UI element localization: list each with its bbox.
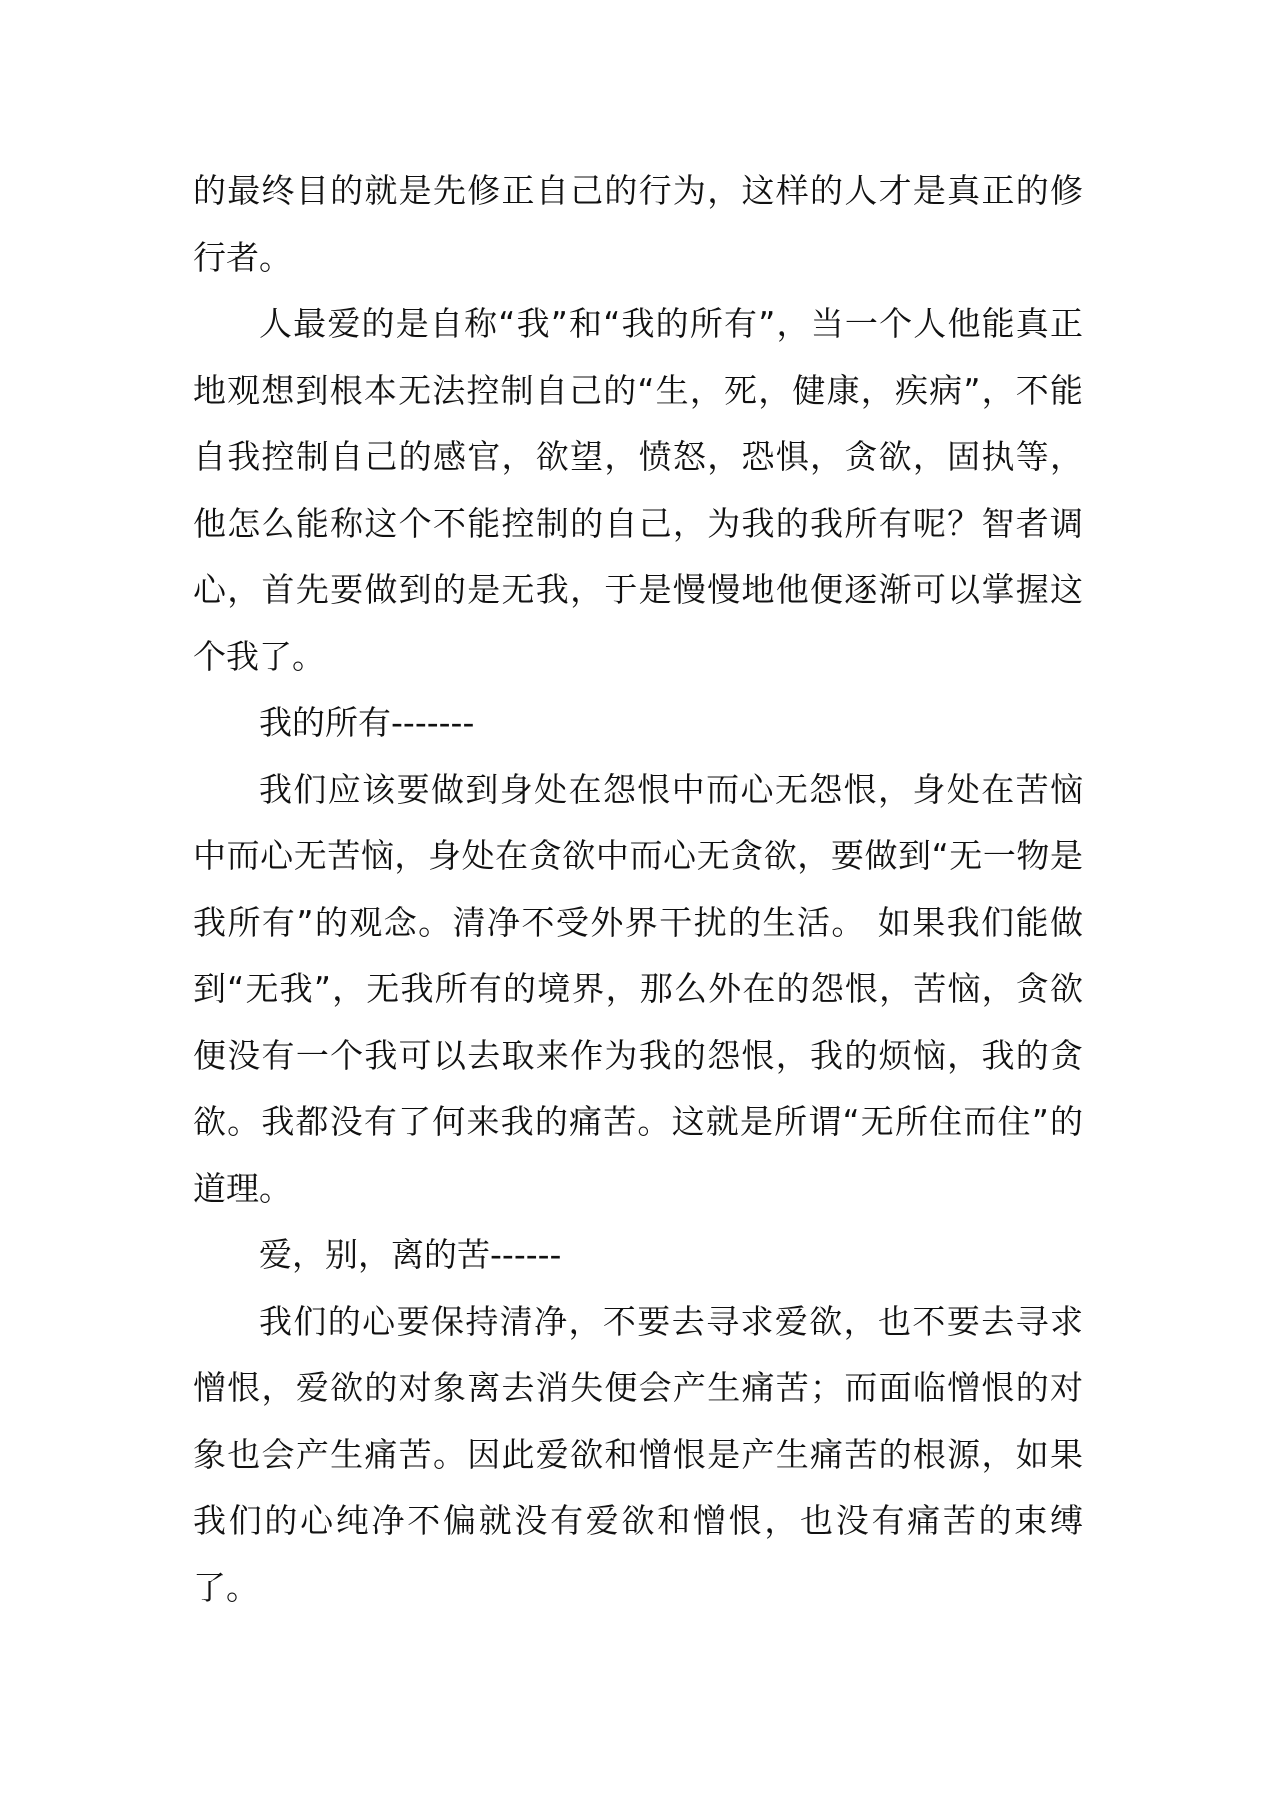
section-heading-separation-suffering: 爱，别，离的苦------ — [259, 1235, 562, 1274]
paragraph-continuation: 的最终目的就是先修正自己的行为，这样的人才是真正的修行者。 — [193, 171, 1083, 277]
section-heading-my-possessions: 我的所有------- — [259, 703, 475, 742]
document-body — [193, 158, 1083, 1621]
paragraph-pure-mind: 我们的心要保持清净，不要去寻求爱欲，也不要去寻求憎恨，爱欲的对象离去消失便会产生痛苦；而面临憎恨的对象也会产生痛苦。因此爱欲和憎恨是产生痛苦的根源，如果我们的心纯净不偏就没有爱欲和憎恨，也没有痛苦的束缚了。 — [193, 1301, 1083, 1607]
paragraph-self-and-possession: 人最爱的是自称“我”和“我的所有”，当一个人他能真正地观想到根本无法控制自己的“生，死，健康，疾病”，不能自我控制自己的感官，欲望，愤怒，恐惧，贪欲，固执等，他怎么能称这个不能控制的自己，为我的我所有呢？智者调心，首先要做到的是无我，于是慢慢地他便逐渐可以掌握这个我了。 — [193, 304, 1083, 676]
paragraph-non-self: 我们应该要做到身处在怨恨中而心无怨恨，身处在苦恼中而心无苦恼，身处在贪欲中而心无贪欲，要做到“无一物是我所有”的观念。清净不受外界干扰的生活。 如果我们能做到“无我”，无我所有的境界，那么外在的怨恨，苦恼，贪欲便没有一个我可以去取来作为我的怨恨，我的烦恼，我的贪欲。我都没有了何来我的痛苦。这就是所谓“无所住而住”的道理。 — [193, 769, 1083, 1208]
